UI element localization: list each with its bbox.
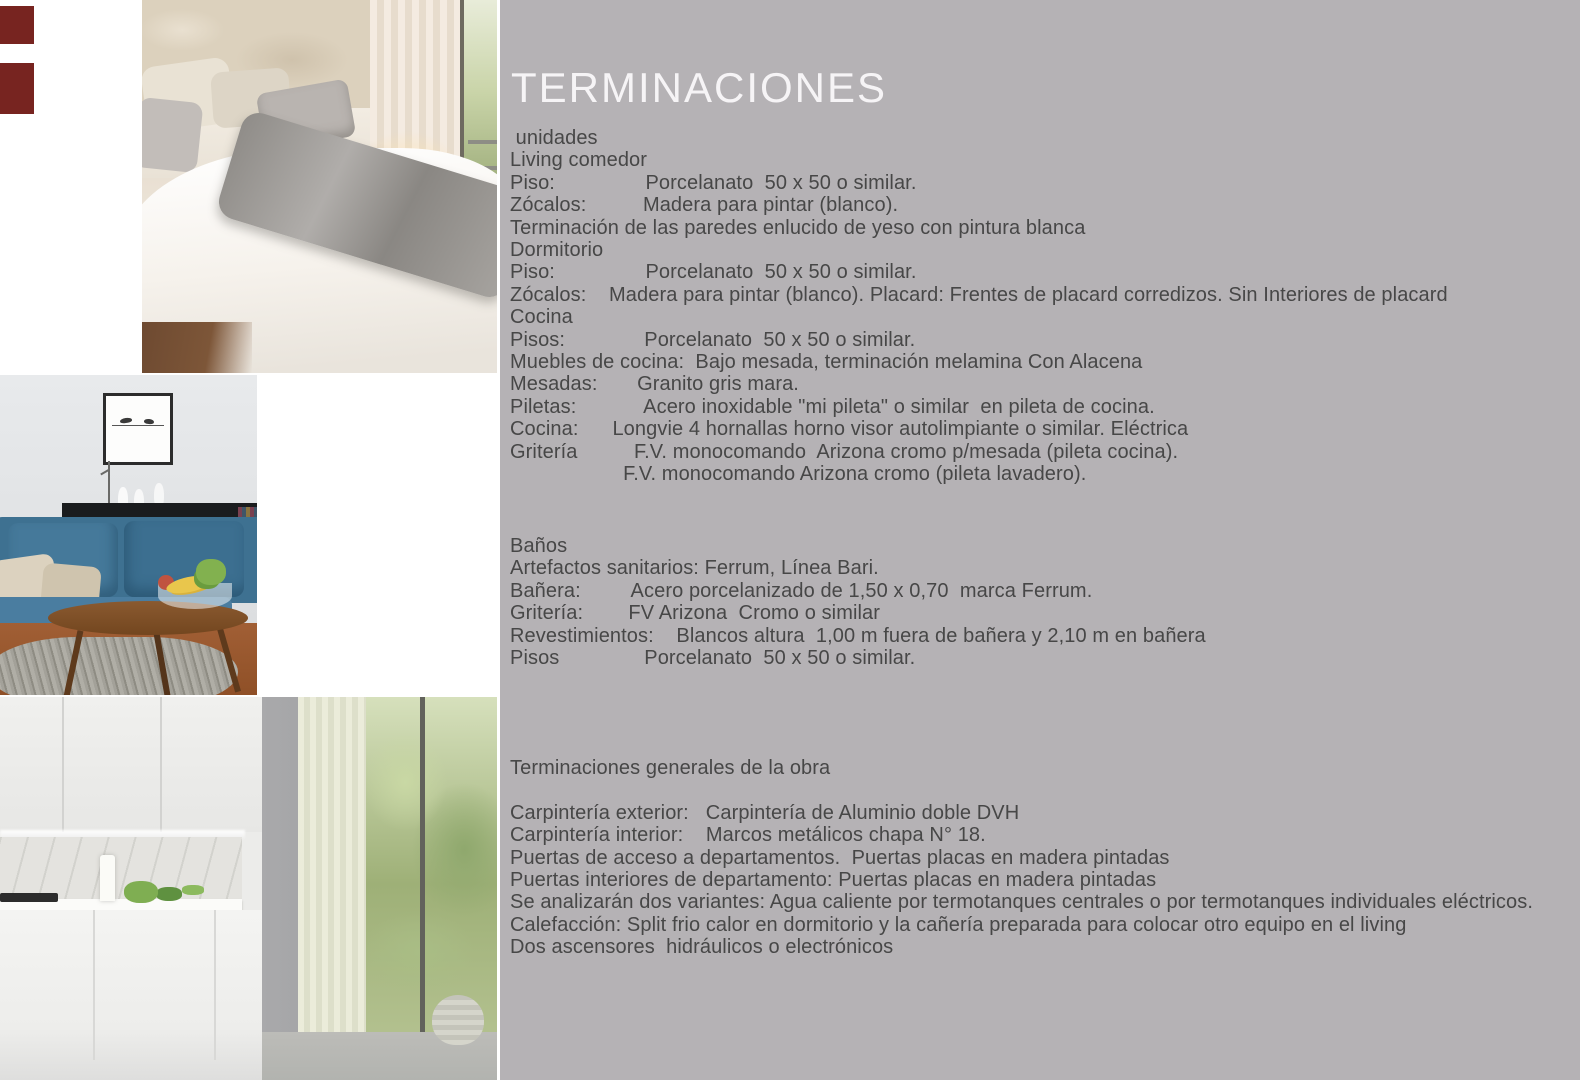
spec-line: Living comedor — [510, 149, 648, 172]
cabinet-seam — [214, 910, 216, 1060]
rug — [0, 637, 238, 695]
art-bird — [120, 417, 133, 424]
spec-line: Carpintería exterior: Carpintería de Aluminio doble DVH — [510, 801, 1020, 824]
general-specs-block — [510, 757, 1572, 959]
spec-line: Se analizarán dos variantes: Agua caliente por termotanques centrales o por termotanques individuales eléctricos. — [510, 891, 1533, 914]
spec-line: Terminación de las paredes enlucido de yeso con pintura blanca — [510, 216, 1086, 239]
bedroom-photo — [142, 0, 497, 373]
living-room-photo — [0, 375, 257, 695]
counter-candle — [100, 855, 115, 901]
upper-cabinets — [0, 697, 262, 832]
spec-line: Cocina — [510, 306, 573, 329]
marble-backsplash — [0, 837, 242, 901]
kitchen-photo — [0, 697, 497, 1080]
spec-line: Baños — [510, 535, 568, 557]
cabinet-seam — [62, 697, 64, 832]
cabinet-seam — [93, 910, 95, 1060]
spec-line: Revestimientos: Blancos altura 1,00 m fuera de bañera y 2,10 m en bañera — [510, 624, 1206, 647]
unit-specs-block — [510, 127, 1572, 486]
spec-line: Cocina: Longvie 4 hornallas horno visor autolimpiante o similar. Eléctrica — [510, 418, 1189, 441]
art-wire — [112, 425, 164, 426]
spec-line: F.V. monocomando Arizona cromo (pileta lavadero). — [510, 463, 1087, 486]
basket — [432, 995, 484, 1045]
brand-mark-top — [0, 6, 34, 44]
spec-line: Mesadas: Granito gris mara. — [510, 373, 799, 396]
window-frame — [420, 697, 425, 1037]
pillow — [142, 97, 203, 173]
cabinet-seam — [160, 697, 162, 832]
wall-art-frame — [103, 393, 173, 465]
brand-mark-bottom — [0, 63, 34, 114]
spec-line: Piso: Porcelanato 50 x 50 o similar. — [510, 171, 917, 194]
spec-line: Piletas: Acero inoxidable "mi pileta" o similar en pileta de cocina. — [510, 395, 1155, 418]
spec-line: Carpintería interior: Marcos metálicos chapa N° 18. — [510, 824, 986, 847]
spec-line: Artefactos sanitarios: Ferrum, Línea Bari. — [510, 557, 879, 580]
spec-line — [510, 779, 1572, 801]
fruit — [196, 559, 226, 585]
spec-line: Dos ascensores hidráulicos o electrónicos — [510, 936, 894, 959]
specs-panel — [500, 0, 1580, 1080]
spec-line: Dormitorio — [510, 239, 604, 262]
spec-line: Calefacción: Split frio calor en dormitorio y la cañería preparada para colocar otro equipo en el living — [510, 913, 1407, 936]
spec-line: Puertas de acceso a departamentos. Puertas placas en madera pintadas — [510, 846, 1170, 869]
vegetables — [124, 881, 158, 903]
spec-line: Puertas interiores de departamento: Puertas placas en madera pintadas — [510, 869, 1157, 892]
spec-line: Zócalos: Madera para pintar (blanco). Placard: Frentes de placard corredizos. Sin Interiores de placard — [510, 283, 1448, 306]
base-cabinets — [0, 910, 262, 1080]
cooktop — [0, 893, 58, 902]
spec-line: Piso: Porcelanato 50 x 50 o similar. — [510, 261, 917, 284]
spec-line: Gritería: FV Arizona Cromo o similar — [510, 602, 881, 625]
art-bird — [144, 418, 154, 424]
window-greenery — [366, 697, 497, 1037]
spec-line: Pisos: Porcelanato 50 x 50 o similar. — [510, 328, 916, 351]
spec-line: unidades — [510, 127, 598, 149]
bathroom-specs-block — [510, 535, 1572, 669]
spec-line: Zócalos: Madera para pintar (blanco). — [510, 194, 899, 217]
bedroom-floor — [142, 322, 252, 373]
spec-line: Pisos Porcelanato 50 x 50 o similar. — [510, 647, 916, 670]
spec-line: Bañera: Acero porcelanizado de 1,50 x 0,70 marca Ferrum. — [510, 579, 1093, 602]
sheer-curtain — [298, 697, 366, 1032]
balcony-railing — [468, 140, 497, 144]
page-title: TERMINACIONES — [511, 64, 888, 111]
spec-line: Terminaciones generales de la obra — [510, 757, 831, 779]
spec-line: Gritería F.V. monocomando Arizona cromo p/mesada (pileta cocina). — [510, 440, 1179, 463]
spec-line: Muebles de cocina: Bajo mesada, terminación melamina Con Alacena — [510, 351, 1143, 374]
